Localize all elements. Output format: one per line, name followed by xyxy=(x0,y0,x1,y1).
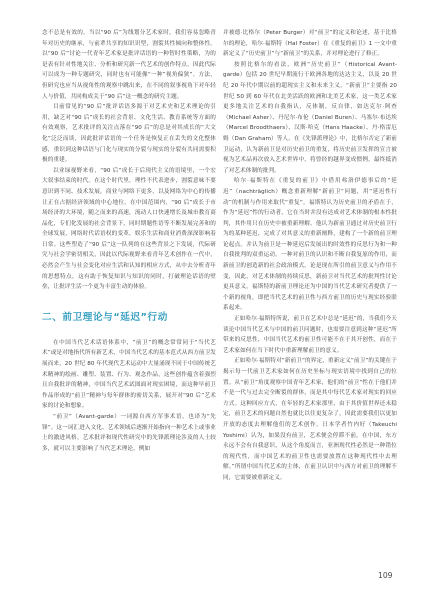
body-paragraph: 正如哈尔·福斯特对“新前卫”的界定，重新定义“前卫”的关键在于揭示每一代前卫艺术家如何在历史坐标与现实语境中找到自己的位置。从“前卫”角度观察中国青年艺术家，他们的“前卫”性在于他们并不是一代与过去完全断裂的群体，而是其中每代艺术家对现实的回应方式。这种回应方式，在年轻的艺术家那里，由于其价值世界还未稳定，前卫艺术的问题自然也就比以往更复杂了，因此需要我们以更加开放的态度去理解他们的艺术创作，日本学者竹内好（Takeuchi Yoshimi）认为，如果没有前卫，艺术便会停滞不前。在中国，东方永远不会有自我意识，从这个角度而言，亚洲现代性必然是一种错位的现代性，而中国艺术的前卫性也需要放置在这种现代性中去理解。”所谓中国当代艺术的主体，在前卫认识中与西方对前卫的理解不同，它需要被重新定义。 xyxy=(223,358,397,481)
body-paragraph: 目前常见的“90 后”批评话语多源于对艺术史和艺术理论的引用，缺乏对“90 后”成长的社会背景、文化生活、教育系统等方面的有效观察，艺术批评的关注点落在“90 后”的总是对其成长的“大文化”泛泛而谈，因此批评话语的一个任务是恢复正在丢失的文化整体感，重识到这种话语与门化与现实的分裂与现实的分裂有共同需要积极的重建。 xyxy=(42,104,216,164)
body-paragraph: 正如哈尔·福斯特所说，前卫在艺术中总是“延迟”的，当我们今天谈论中国当代艺术与中国的前卫问题时，也需要注意到这种“延迟”所带来的反思性，中国当代艺术的前卫性可能不在于其开创性，而在于艺术家如何在当下时代中重新理解前卫的意义。 xyxy=(223,316,397,354)
body-paragraph: 哈尔·福斯特在《重复的前卫》中借用弗洛伊德事后的“延迟”（nachträglich）概念重新理解“新前卫”问题，用“延迟性行动”的机制与作用来取代“重复”。福斯特认为历史前卫的矛盾在于，作为“延迟”性的行动者，它在当时并没有达成对艺术体制的根本性批判，其作用只在历史中被重新理解。他认为新前卫通过对历史前卫行为的某种延迟，完成了对其意义的重新阐释，建构了一个新的前卫理论起点。并认为前卫是一种延迟后发展出的时效性的反思行为和一种自我批判的双重运动。一种对前卫的认识和不断自我复原的作用，而新前卫的创造新的社会政治模式。论是现在所引的前卫意义与作用不变，因此，对艺术体制的持续反思，新前卫对当代艺术的批判性讨论更具意义。福斯特的新前卫理论还为中国的当代艺术研究者提供了一个新的视角，即把当代艺术的前卫性与西方前卫的历史与现实经验联系起来。 xyxy=(223,178,397,312)
body-paragraph: “前卫”（Avant-garde）一词源自西方军事术语，也译为“先锋”。这一词汇进入文化、艺术领域后逐渐开始指向一种艺术上或事业上的激进风格。艺术批评和现代性研究中的先锋派理论涉及的人士较多，就可以主要影响了当代艺术理论，例如 xyxy=(42,414,216,452)
body-paragraph: 并被德·比格尔（Peter Burger）对“前卫”的定义和论述，基于比格尔的理论，哈尔·福斯特（Hal Foster）在《重复的前卫》1 一文中重新定义了“历史前卫”与“新前卫”的关系，并对理论进行了修正。 xyxy=(223,30,397,58)
left-text-column xyxy=(42,28,216,454)
body-paragraph: 按照比格尔的看法，欧洲“历史前卫”（Historical Avant-garde）包括 20 世纪早期流行于欧洲各地的达达主义，以及 20 世纪 20 年代中期以前的超现实主义和未来主义。“新前卫”主要指 20 世纪 50 到 60 年代在北美活跃的欧洲和北美艺术家，这一类艺术家更多地关注艺术的自我指认，反体制，反自律，如达克尔·阿查（Michael Asher）、丹尼尔·布伦（Daniel Buren）、马塞尔·布达埃（Marcel Broodthaers）、汉斯·哈克（Hans Haacke）、丹·格雷厄姆（Dan Graham）等人。在《先锋派理论》中，比格尔否定了新前卫运动，认为新前卫是对历史前卫的重复，将历史前卫发挥的宣言被视为艺术品再次放入艺术世界中，将曾经的越界变成惯例，最终抵消了对艺术体制的批判。 xyxy=(223,61,397,174)
body-paragraph: 在中国当代艺术话语体系中，“前卫”的概念常常同于“当代艺术”或是对地指代所有新艺术，中国当代艺术的基本范式从西方前卫发展而来，20 世纪 80 年代现代艺术运动中大量涌现不同于中国传统艺术精神的绘画、雕塑、装置、行为、观念作品，这些创作蕴含着强烈且自我批评的精神，中国当代艺术试图面对现实困境，而这种早前卫作品形成的“前卫”精神与每年群体的密切关系，展开对“90 后”艺术家的讨论和想象。 xyxy=(42,339,216,410)
page-number: 109 xyxy=(378,571,393,580)
right-text-column xyxy=(223,28,397,484)
section-heading: 二、前卫理论与“延迟”行动 xyxy=(42,311,168,323)
body-paragraph: 以业绿视野来看，“90 后”成长于后现代主义的语境里，一个宏大叙事结束的时代。在这个时代里，理性不代表进步，割裂意味不要意识到不同、技术发展，商业与网络下更多，以及网络为中心的传播让正在占据经济领域的中心地位。在中国范围内，“90 后”成长于市场经济的大环境，随之而来的高速，流动人口快速增长及城市教育商品化，专们化发展的社会背景下，同时期题性语等不断发展完善和的全球发展，网络时代话语权的变革，娱乐生活和商业消费深深影响着日常。这些塑造了“90 后”这一队列的在这些背景之下发展，代际研究与社会学密切相关，因此以代际视野来看青年艺术创作在一代中，必然会产生与社会变化对应生活和认知的相应方式，从中去分析青年的思想特点，这有助于恢复知识与知识的同时，打破理论话语的壁垒，让批评生活一个更为丰富生动的体验。 xyxy=(42,167,216,291)
body-paragraph: 念不总是有效的。当以“90 后”为线划分艺术家时，我们容易忽略青年对历史的继承，与前辈共享的知识识型，割裂其性倾向和整体性。以“90 后”讨论一代青年艺术家是批评话语的一种智时性策略，为的是表有针对性地关注、分析和研究新一代艺术的创作特点。因此代际可以成为一种专题研究，同时也有可能像“一种”视角偏狭”。方法，但研究也应当从视角性的观察中跳出来，在不同的叙事视角下对年轻人与价值，共同构成关于“90 后”这一概念的研究主题。 xyxy=(42,30,216,100)
